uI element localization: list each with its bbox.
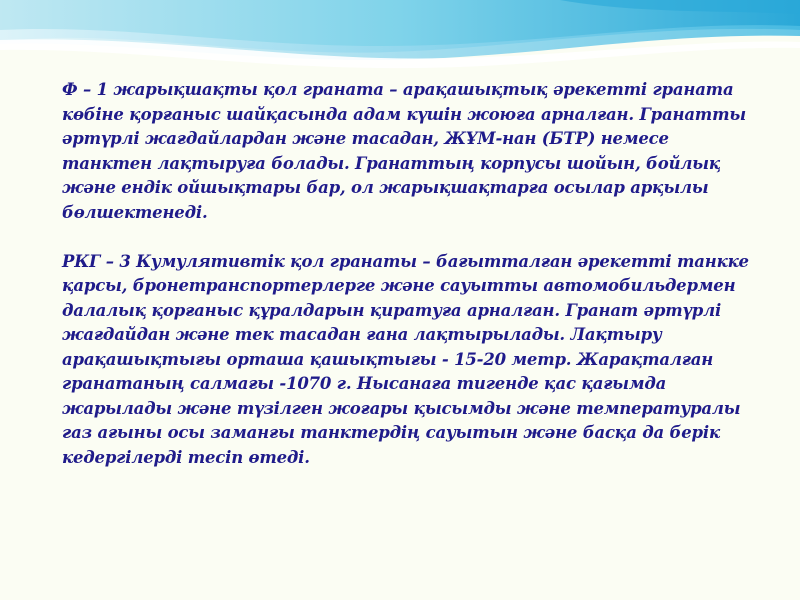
slide-text <box>62 78 762 470</box>
paragraph-rkg3-grenade: РКГ – 3 Кумулятивтік қол гранаты – бағытталған әрекетті танкке қарсы, бронетранспортерлерге және сауытты автомобильдермен далалық қорғаныс құралдарын қиратуға арналған. Гранат әртүрлі жағдайдан және тек тасадан ғана лақтырылады. Лақтыру арақашықтығы орташа қашықтығы - 15-20 метр. Жарақталған гранатаның салмағы -1070 г. Нысанаға тигенде қас қағымда жарылады және түзілген жоғары қысымды және температуралы газ ағыны осы заманғы танктердің сауытын және басқа да берік кедергілерді тесіп өтеді. <box>62 251 749 467</box>
top-wave-decoration <box>0 0 800 80</box>
paragraph-f1-grenade: Ф – 1 жарықшақты қол граната – арақашықтық әрекетті граната көбіне қорғаныс шайқасында адам күшін жоюға арналған. Гранатты әртүрлі жағдайлардан және тасадан, ЖҰМ-нан (БТР) немесе танктен лақтыруға болады. Гранаттың корпусы шойын, бойлық және ендік ойшықтары бар, ол жарықшақтарға осылар арқылы бөлшектенеді. <box>62 80 746 222</box>
